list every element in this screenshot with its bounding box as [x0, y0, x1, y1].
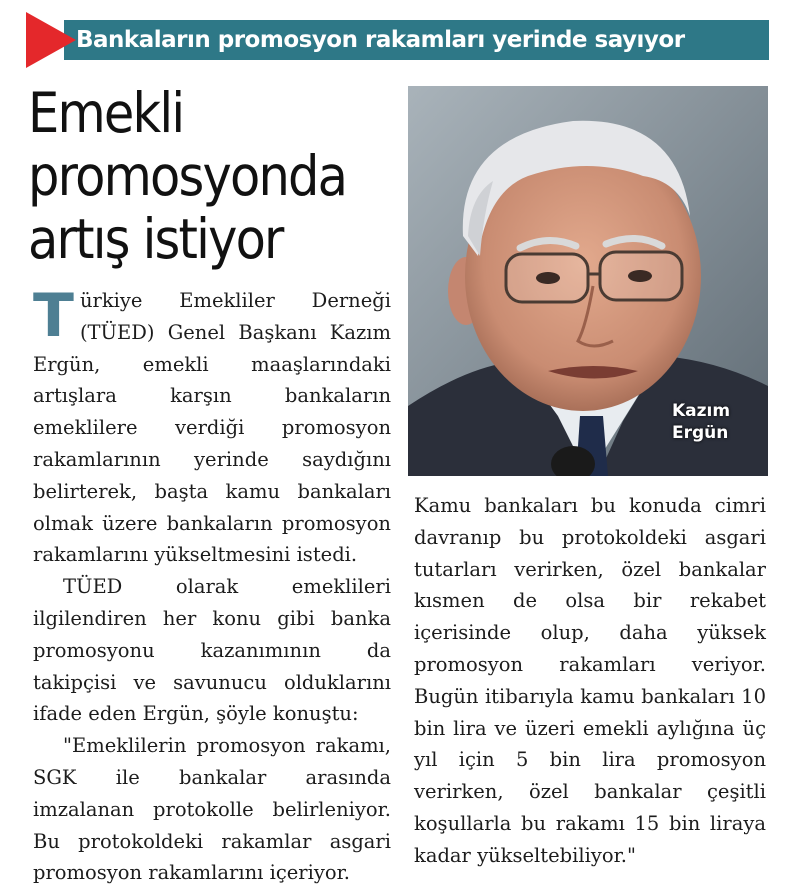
caption-first-name: Kazım	[672, 401, 731, 421]
headline-line-3: artış istiyor	[28, 207, 283, 271]
headline	[28, 82, 361, 271]
paragraph-2: TÜED olarak emeklileri ilgilendiren her konu gibi banka promosyonu kazanımının da takipçisi ve savunucu olduklarını ifade eden Ergün, şöyle konuştu:	[33, 575, 391, 726]
headline-line-2: promosyonda	[28, 144, 347, 208]
article-body-right	[414, 490, 766, 872]
kicker-arrow-icon	[26, 12, 76, 68]
photo-caption	[672, 400, 730, 444]
drop-cap: T	[33, 281, 74, 351]
paragraph-intro-text: ürkiye Emekliler Derneği (TÜED) Genel Başkanı Kazım Ergün, emekli maaşlarındaki artışlara karşın bankaların emeklilere verdiği promosyon rakamlarının yerinde saydığını belirterek, başta kamu bankaları olmak üzere bankaların promosyon rakamlarını yükseltmesini istedi.	[33, 289, 391, 567]
caption-last-name: Ergün	[672, 423, 729, 443]
paragraph-intro	[33, 281, 391, 571]
paragraph-quote-continued: Kamu bankaları bu konuda cimri davranıp bu protokoldeki asgari tutarları verirken, özel bankalar kısmen de olsa bir rekabet içerisinde olup, daha yüksek promosyon rakamları veriyor. Bugün itibarıyla kamu bankaları 10 bin lira ve üzeri emekli aylığına üç yıl için 5 bin lira promosyon verirken, özel bankalar çeşitli koşullarla bu rakamı 15 bin liraya kadar yükseltebiliyor."	[414, 494, 766, 867]
paragraph-quote-start: "Emeklilerin promosyon rakamı, SGK ile bankalar arasında imzalanan protokolle belirleniyor. Bu protokoldeki rakamlar asgari promosyon rakamlarını içeriyor.	[33, 734, 391, 885]
headline-line-1: Emekli	[28, 81, 184, 145]
article-body-left	[33, 281, 391, 889]
kicker-title: Bankaların promosyon rakamları yerinde sayıyor	[76, 27, 685, 53]
section-kicker	[26, 12, 769, 68]
